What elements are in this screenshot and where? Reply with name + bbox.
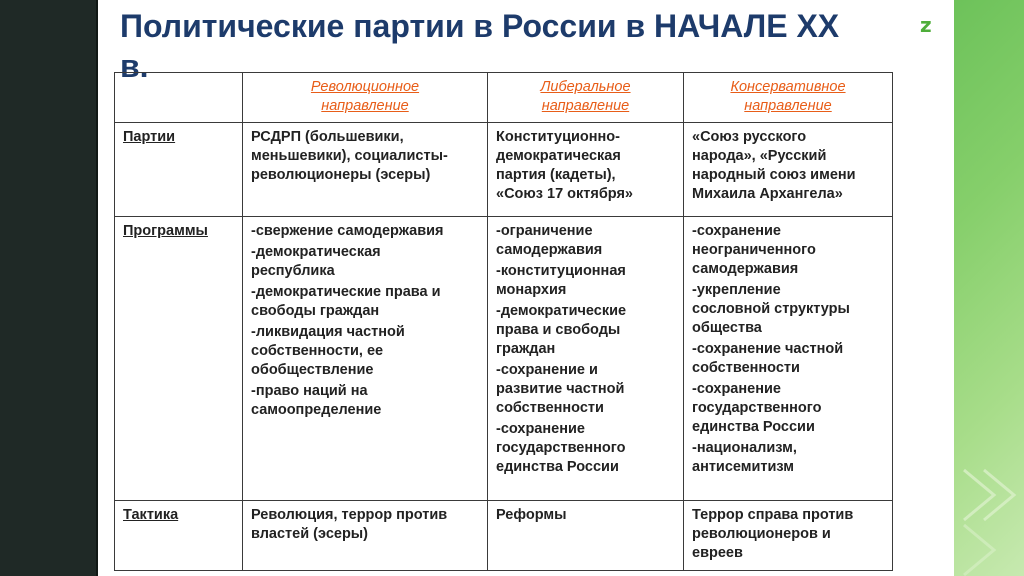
left-dark-bar: [0, 0, 97, 576]
cell-parties-conservative: «Союз русского народа», «Русский народный союз имени Михаила Архангела»: [684, 123, 893, 217]
row-label-programs: Программы: [115, 217, 243, 501]
cell-programs-revolutionary: [243, 217, 488, 501]
header-liberal: Либеральное направление: [488, 73, 684, 123]
row-label-parties: Партии: [115, 123, 243, 217]
header-conservative: Консервативное направление: [684, 73, 893, 123]
header-corner: [115, 73, 243, 123]
table-header-row: [115, 73, 893, 123]
row-label-tactics: Тактика: [115, 501, 243, 571]
cell-tactics-conservative: Террор справа против революционеров и евреев: [684, 501, 893, 571]
table-row-tactics: [115, 501, 893, 571]
list-item: -демократические права и свободы граждан: [251, 284, 441, 319]
list-item: -сохранение и развитие частной собственности: [496, 362, 625, 416]
cell-tactics-revolutionary: Революция, террор против властей (эсеры): [243, 501, 488, 571]
table-row-parties: [115, 123, 893, 217]
cell-programs-liberal: [488, 217, 684, 501]
parties-table: [114, 72, 893, 571]
right-green-decoration: [954, 0, 1024, 576]
list-item: -национализм, антисемитизм: [692, 440, 797, 475]
z-slide-icon: z: [920, 13, 932, 37]
list-item: -ликвидация частной собственности, ее обобществление: [251, 324, 405, 378]
list-item: -демократическая республика: [251, 244, 381, 279]
list-item: -сохранение государственного единства России: [692, 381, 822, 435]
table-row-programs: [115, 217, 893, 501]
list-item: -укрепление сословной структуры общества: [692, 282, 850, 336]
list-item: -сохранение неограниченного самодержавия: [692, 223, 816, 277]
list-item: -демократические права и свободы граждан: [496, 303, 627, 357]
list-item: -сохранение частной собственности: [692, 341, 844, 376]
list-item: -свержение самодержавия: [251, 223, 444, 239]
cell-parties-liberal: Конституционно- демократическая партия (кадеты), «Союз 17 октября»: [488, 123, 684, 217]
cell-programs-conservative: [684, 217, 893, 501]
slide-title: Политические партии в России в НАЧАЛЕ XX в.: [120, 8, 840, 84]
cell-tactics-liberal: Реформы: [488, 501, 684, 571]
list-item: -сохранение государственного единства России: [496, 421, 626, 475]
header-revolutionary: Революционное направление: [243, 73, 488, 123]
list-item: -право наций на самоопределение: [251, 383, 382, 418]
list-item: -конституционная монархия: [496, 263, 626, 298]
left-bar-edge: [96, 0, 98, 576]
list-item: -ограничение самодержавия: [496, 223, 603, 258]
chevron-decoration-icon: [954, 0, 1024, 576]
cell-parties-revolutionary: РСДРП (большевики, меньшевики), социалисты- революционеры (эсеры): [243, 123, 488, 217]
